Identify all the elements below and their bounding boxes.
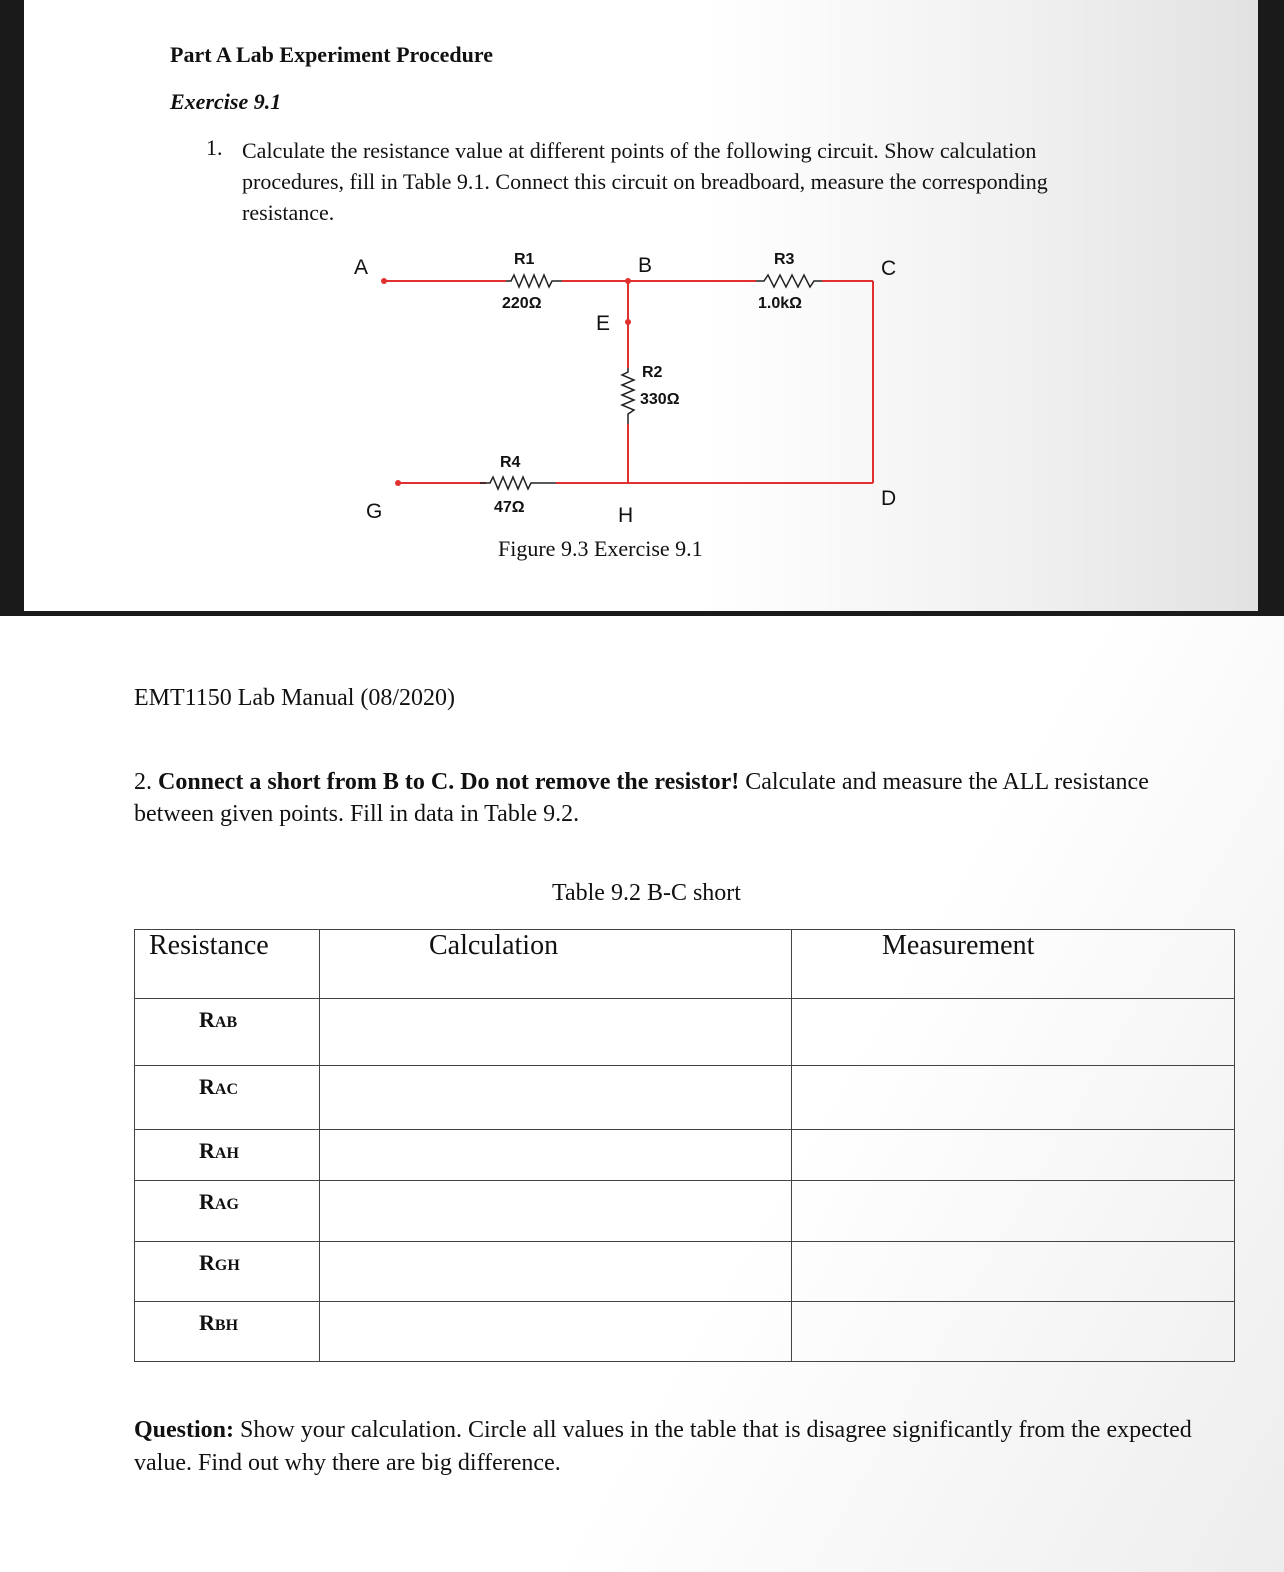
- node-g-label: G: [366, 500, 383, 523]
- table-caption: Table 9.2 B-C short: [552, 880, 741, 906]
- row-label: RBH: [135, 1302, 320, 1362]
- row-label: RAB: [135, 999, 320, 1066]
- node-e-dot: [625, 319, 631, 325]
- manual-footer: EMT1150 Lab Manual (08/2020): [134, 685, 456, 711]
- row-label: RAC: [135, 1066, 320, 1130]
- step-bold-text: Connect a short from B to C. Do not remove the resistor!: [158, 769, 740, 795]
- r1-name: R1: [514, 251, 535, 268]
- meas-cell[interactable]: [792, 1066, 1235, 1130]
- r4-symbol: [480, 477, 556, 489]
- meas-cell[interactable]: [792, 1130, 1235, 1181]
- calc-cell[interactable]: [320, 1130, 792, 1181]
- meas-cell[interactable]: [792, 1302, 1235, 1362]
- calc-cell[interactable]: [320, 1302, 792, 1362]
- table-row: [135, 1302, 1235, 1362]
- node-e-label: E: [596, 312, 611, 335]
- node-a-dot: [381, 278, 387, 284]
- r3-value: 1.0kΩ: [758, 295, 802, 312]
- node-h-label: H: [618, 504, 634, 527]
- r2-value: 330Ω: [640, 391, 680, 408]
- meas-cell[interactable]: [792, 1181, 1235, 1242]
- question-text: Show your calculation. Circle all values in the table that is disagree significantly from the expected value. Find out why there are big difference.: [134, 1417, 1192, 1476]
- r4-value: 47Ω: [494, 499, 525, 516]
- calc-cell[interactable]: [320, 1066, 792, 1130]
- r1-symbol: [506, 275, 562, 287]
- table-row: [135, 1242, 1235, 1302]
- node-a-label: A: [354, 256, 369, 279]
- question-label: Question:: [134, 1417, 235, 1443]
- node-g-dot: [395, 480, 401, 486]
- r2-name: R2: [642, 364, 663, 381]
- table-row: [135, 1181, 1235, 1242]
- col-resistance: Resistance: [135, 930, 320, 999]
- r2-symbol: [622, 368, 634, 424]
- question-paragraph: [134, 1414, 1214, 1480]
- row-label: RAG: [135, 1181, 320, 1242]
- row-label: RGH: [135, 1242, 320, 1302]
- item-text: Calculate the resistance value at different points of the following circuit. Show calculation procedures, fill in Table 9.1. Connect this circuit on breadboard, measure the corresponding resistance.: [242, 138, 1048, 225]
- row-label: RAH: [135, 1130, 320, 1181]
- table-header-row: [135, 930, 1235, 999]
- col-calculation: Calculation: [320, 930, 792, 999]
- calc-cell[interactable]: [320, 1181, 792, 1242]
- step-2-paragraph: [134, 766, 1194, 830]
- step-number: 2.: [134, 769, 152, 795]
- exercise-label: Exercise 9.1: [170, 89, 282, 114]
- node-b-label: B: [638, 254, 653, 277]
- meas-cell[interactable]: [792, 999, 1235, 1066]
- meas-cell[interactable]: [792, 1242, 1235, 1302]
- r1-value: 220Ω: [502, 295, 542, 312]
- r3-symbol: [756, 275, 822, 287]
- item-number: 1.: [206, 135, 223, 160]
- table-row: [135, 999, 1235, 1066]
- resistance-table: [134, 929, 1235, 1362]
- node-d-label: D: [881, 487, 897, 510]
- node-b-dot: [625, 278, 631, 284]
- r3-name: R3: [774, 251, 795, 268]
- figure-caption: Figure 9.3 Exercise 9.1: [498, 536, 703, 561]
- calc-cell[interactable]: [320, 999, 792, 1066]
- node-c-label: C: [881, 257, 897, 280]
- step-text: Calculate and measure the ALL resistance between given points. Fill in data in Table 9.2.: [134, 769, 1149, 827]
- table-row: [135, 1066, 1235, 1130]
- calc-cell[interactable]: [320, 1242, 792, 1302]
- table-row: [135, 1130, 1235, 1181]
- r4-name: R4: [500, 454, 521, 471]
- section-heading: Part A Lab Experiment Procedure: [170, 42, 494, 67]
- circuit-diagram: [340, 240, 920, 540]
- col-measurement: Measurement: [792, 930, 1235, 999]
